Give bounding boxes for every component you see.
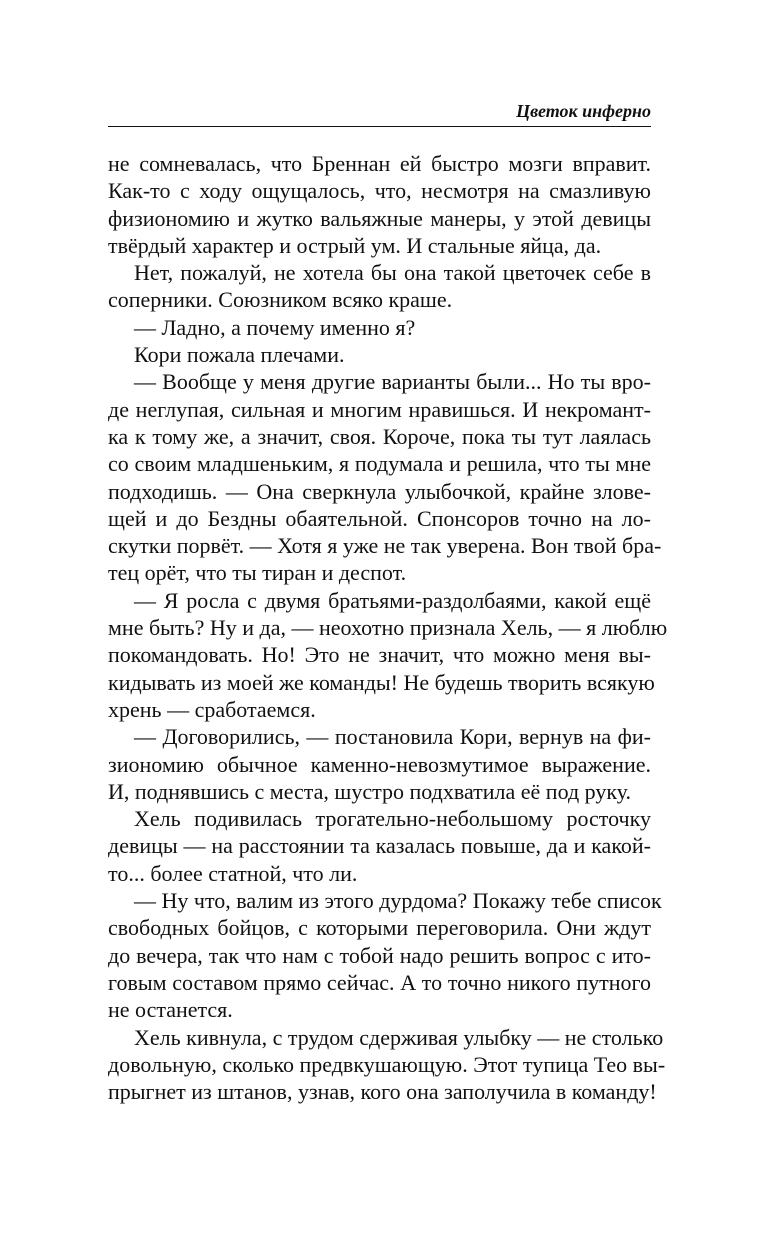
text-line: скутки порвёт. — Хотя я уже не так уверена. Вон твой бра- <box>108 533 662 559</box>
text-line: Хель подивилась трогательно-небольшому росточку <box>134 806 651 832</box>
text-line: — Договорились, — постановила Кори, вернув на фи- <box>134 724 651 750</box>
page-body <box>108 150 668 1105</box>
text-line: — Я росла с двумя братьями-раздолбаями, какой ещё <box>134 587 651 613</box>
text-line: — Ладно, а почему именно я? <box>134 314 416 340</box>
text-line: покомандовать. Но! Это не значит, что можно меня вы- <box>108 642 651 668</box>
text-line: соперники. Союзником всяко краше. <box>108 287 453 313</box>
text-line: довольную, сколько предвкушающую. Этот тупица Тео вы- <box>108 1051 666 1077</box>
text-line: кидывать из моей же команды! Не будешь творить всякую <box>108 669 655 695</box>
text-line: — Вообще у меня другие варианты были... Но ты вро- <box>134 369 651 395</box>
text-line: де неглупая, сильная и многим нравишься. И некромант- <box>108 396 651 422</box>
text-line: тец орёт, что ты тиран и деспот. <box>108 560 407 586</box>
text-line: свободных бойцов, с которыми переговорила. Они ждут <box>108 915 651 941</box>
text-line: ка к тому же, а значит, своя. Короче, пока ты тут лаялась <box>108 423 651 449</box>
text-line: не сомневалась, что Бреннан ей быстро мозги вправит. <box>108 151 651 176</box>
text-line: до вечера, так что нам с тобой надо решить вопрос с ито- <box>108 942 651 968</box>
text-line: мне быть? Ну и да, — неохотно признала Хель, — я люблю <box>108 615 668 641</box>
text-line: со своим младшеньким, я подумала и решила, что ты мне <box>108 451 651 477</box>
text-line: прыгнет из штанов, узнав, кого она заполучила в команду! <box>108 1079 657 1105</box>
text-line: твёрдый характер и острый ум. И стальные яйца, да. <box>108 232 602 258</box>
text-line: говым составом прямо сейчас. А то точно никого путного <box>108 969 651 995</box>
text-line: девицы — на расстоянии та казалась повыше, да и какой- <box>108 833 651 859</box>
text-line: подходишь. — Она сверкнула улыбочкой, крайне злове- <box>108 478 651 504</box>
text-line: И, поднявшись с места, шустро подхватила её под руку. <box>108 778 632 804</box>
text-line: щей и до Бездны обаятельной. Спонсоров точно на ло- <box>108 505 651 531</box>
text-line: хрень — сработаемся. <box>108 696 316 722</box>
text-line: не останется. <box>108 997 233 1023</box>
text-line: Нет, пожалуй, не хотела бы она такой цветочек себе в <box>134 260 651 286</box>
book-title: Цветок инферно <box>516 101 651 121</box>
text-line: зиономию обычное каменно-невозмутимое выражение. <box>108 751 651 777</box>
text-line: физиономию и жутко вальяжные манеры, у этой девицы <box>108 205 651 231</box>
text-line: Хель кивнула, с трудом сдерживая улыбку — не столько <box>134 1024 664 1050</box>
running-header <box>108 98 651 127</box>
text-line: то... более статной, что ли. <box>108 860 358 886</box>
text-line: Кори пожала плечами. <box>134 342 345 368</box>
text-line: — Ну что, валим из этого дурдома? Покажу тебе список <box>134 888 662 914</box>
text-line: Как-то с ходу ощущалось, что, несмотря на смазливую <box>108 178 651 204</box>
